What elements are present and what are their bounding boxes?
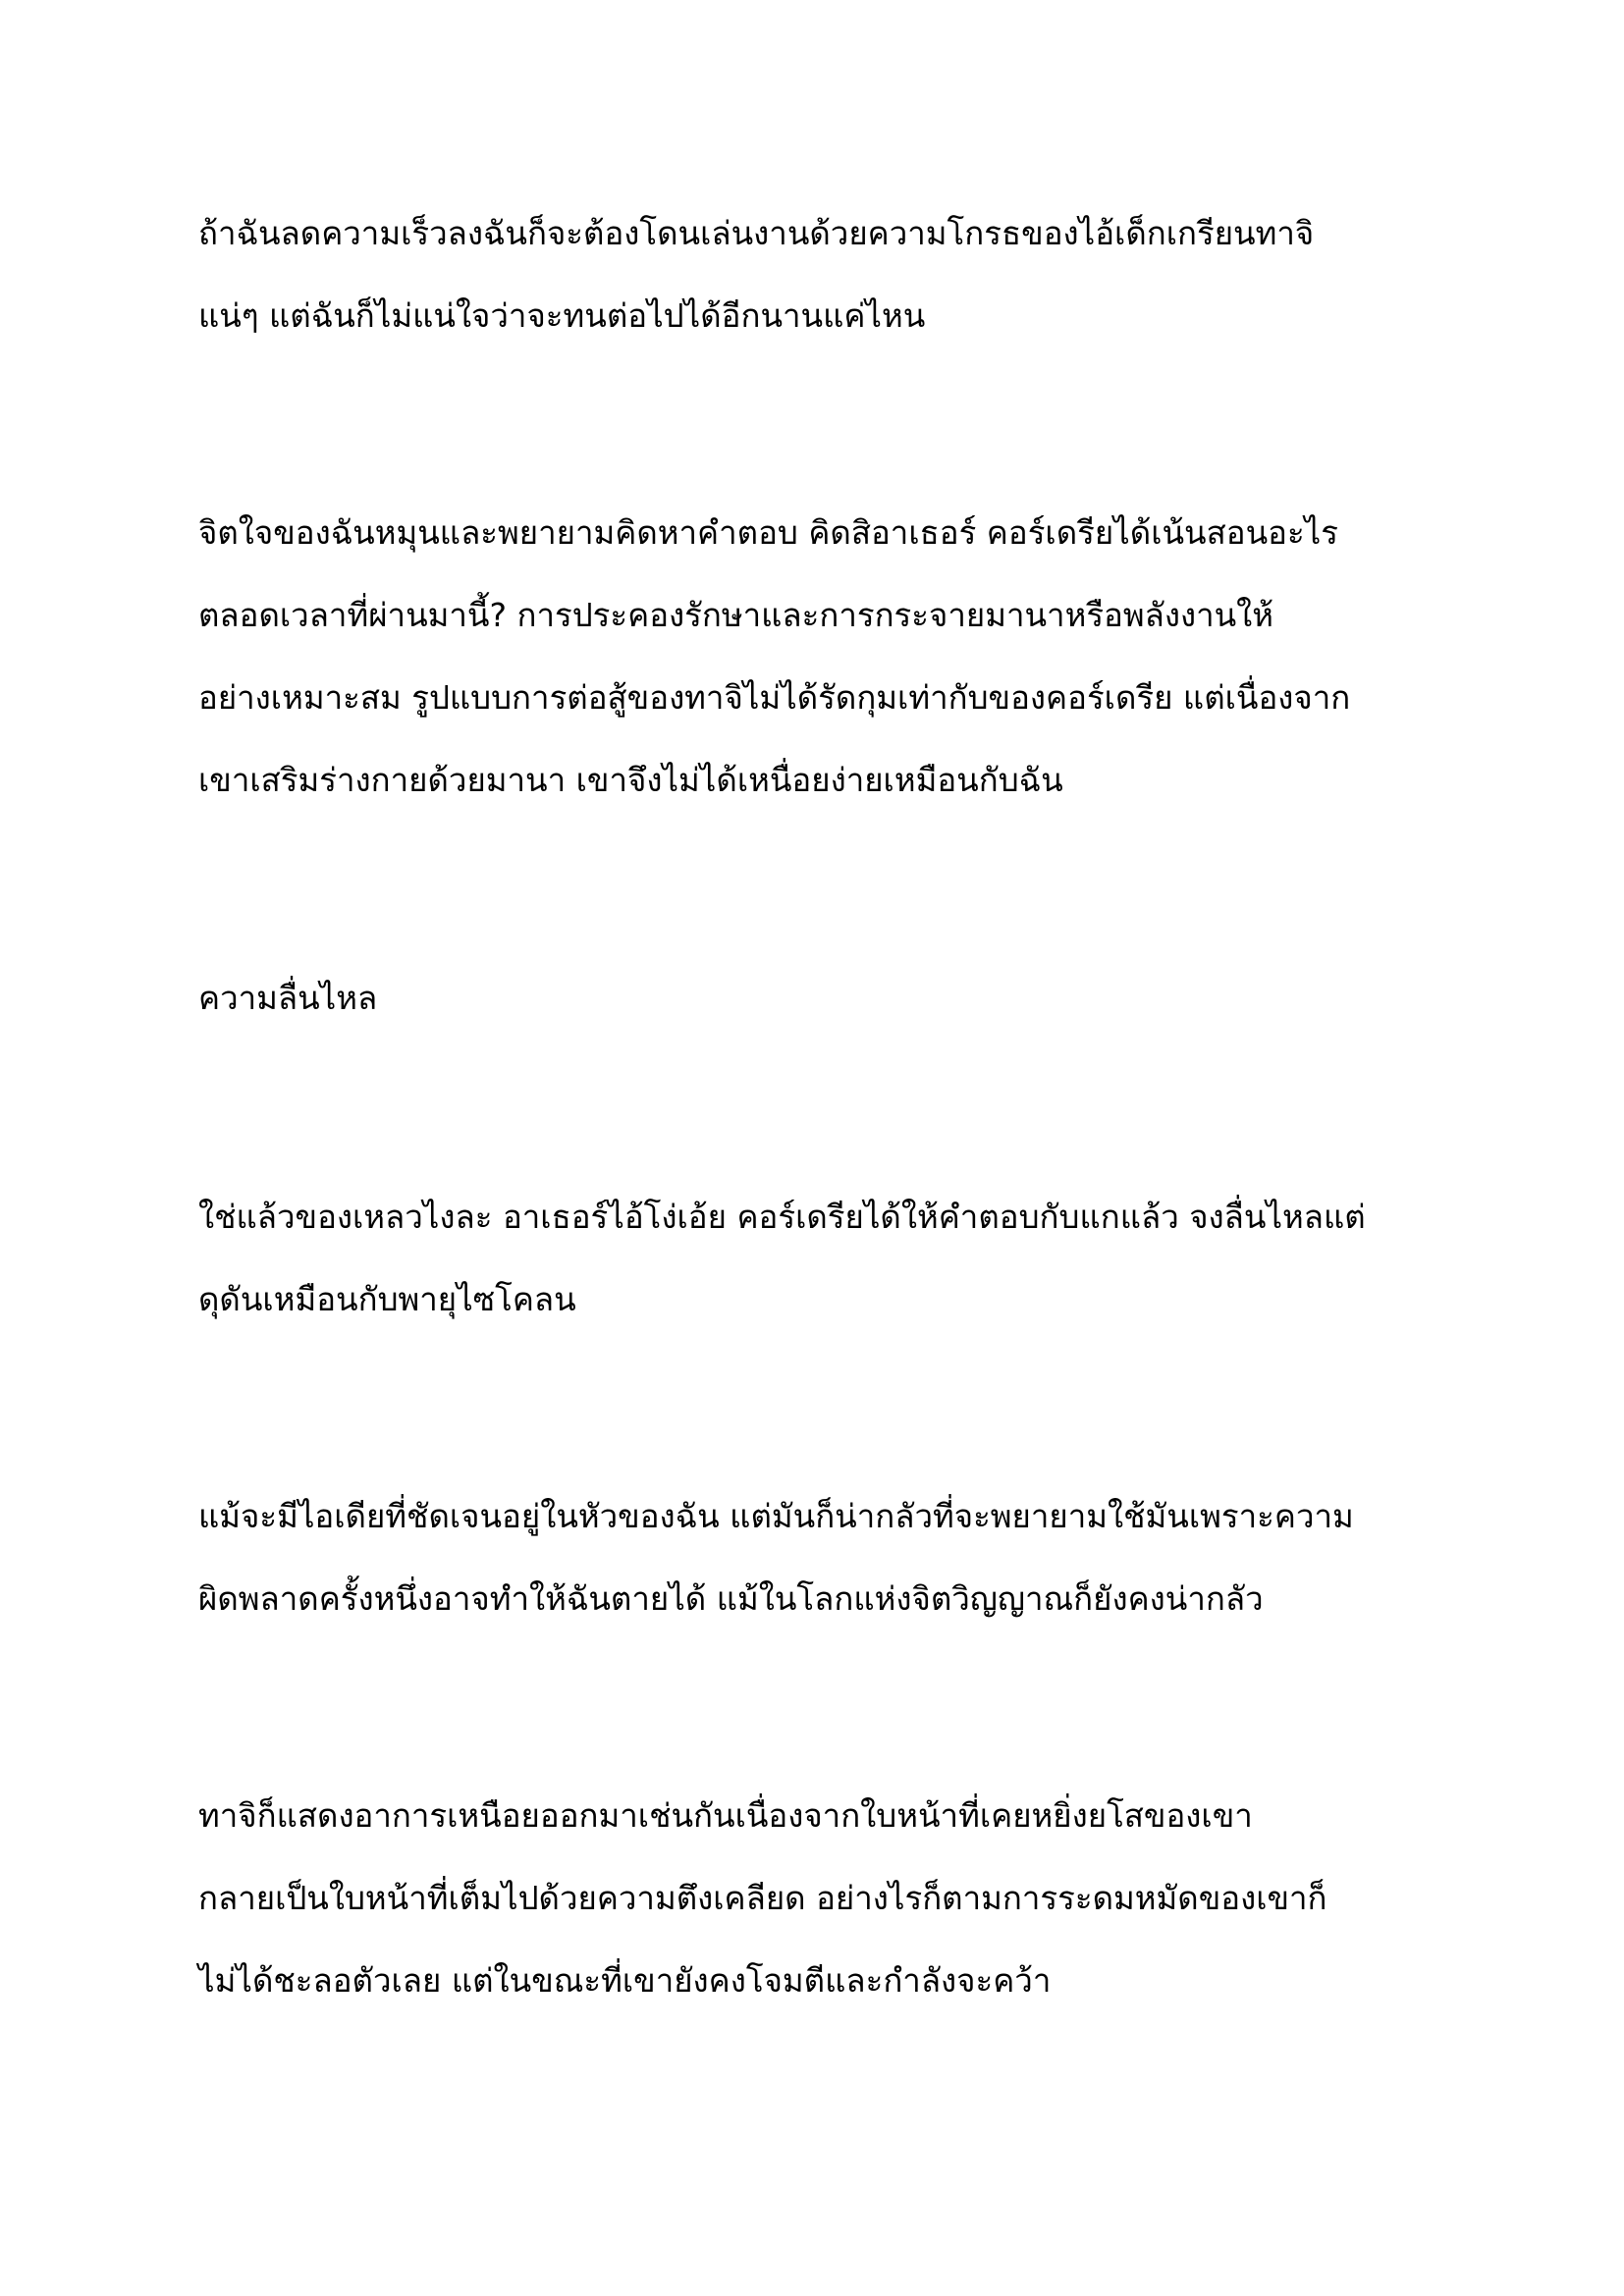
text-line: แม้จะมีไอเดียที่ชัดเจนอยู่ในหัวของฉัน แต่มันก็น่ากลัวที่จะพยายามใช้มันเพราะความ — [198, 1497, 1354, 1535]
text-line: ใช่แล้วของเหลวไงละ อาเธอร์ไอ้โง่เอ้ย คอร์เดรียได้ให้คำตอบกับแกแล้ว จงลื่นไหลแต่ — [198, 1198, 1366, 1236]
text-line: ดุดันเหมือนกับพายุไซโคลน — [198, 1280, 576, 1318]
text-line: อย่างเหมาะสม รูปแบบการต่อสู้ของทาจิไม่ได้รัดกุมเท่ากับของคอร์เดรีย แต่เนื่องจาก — [198, 678, 1351, 717]
text-line: ทาจิก็แสดงอาการเหนือยออกมาเช่นกันเนื่องจากใบหน้าที่เคยหยิ่งยโสของเขา — [198, 1796, 1253, 1835]
text-line: ถ้าฉันลดความเร็วลงฉันก็จะต้องโดนเล่นงานด้วยความโกรธของไอ้เด็กเกรียนทาจิ — [198, 214, 1315, 252]
text-line: ไม่ได้ชะลอตัวเลย แต่ในขณะที่เขายังคงโจมตีและกำลังจะคว้า — [198, 1961, 1052, 2000]
text-line: จิตใจของฉันหมุนและพยายามคิดหาคำตอบ คิดสิอาเธอร์ คอร์เดรียได้เน้นสอนอะไร — [198, 513, 1338, 552]
text-line: กลายเป็นใบหน้าที่เต็มไปด้วยความตึงเคลียด อย่างไรก็ตามการระดมหมัดของเขาก็ — [198, 1879, 1327, 1917]
text-line: แน่ๆ แต่ฉันก็ไม่แน่ใจว่าจะทนต่อไปได้อีกนานแค่ไหน — [198, 296, 926, 335]
text-line: ผิดพลาดครั้งหนึ่งอาจทำให้ฉันตายได้ แม้ในโลกแห่งจิตวิญญาณก็ยังคงน่ากลัว — [198, 1579, 1264, 1618]
text-line: ความลื่นไหล — [198, 979, 378, 1017]
text-line: ตลอดเวลาที่ผ่านมานี้? การประคองรักษาและการกระจายมานาหรือพลังงานให้ — [198, 596, 1274, 634]
text-line: เขาเสริมร่างกายด้วยมานา เขาจึงไม่ได้เหนื่อยง่ายเหมือนกับฉัน — [198, 761, 1063, 799]
